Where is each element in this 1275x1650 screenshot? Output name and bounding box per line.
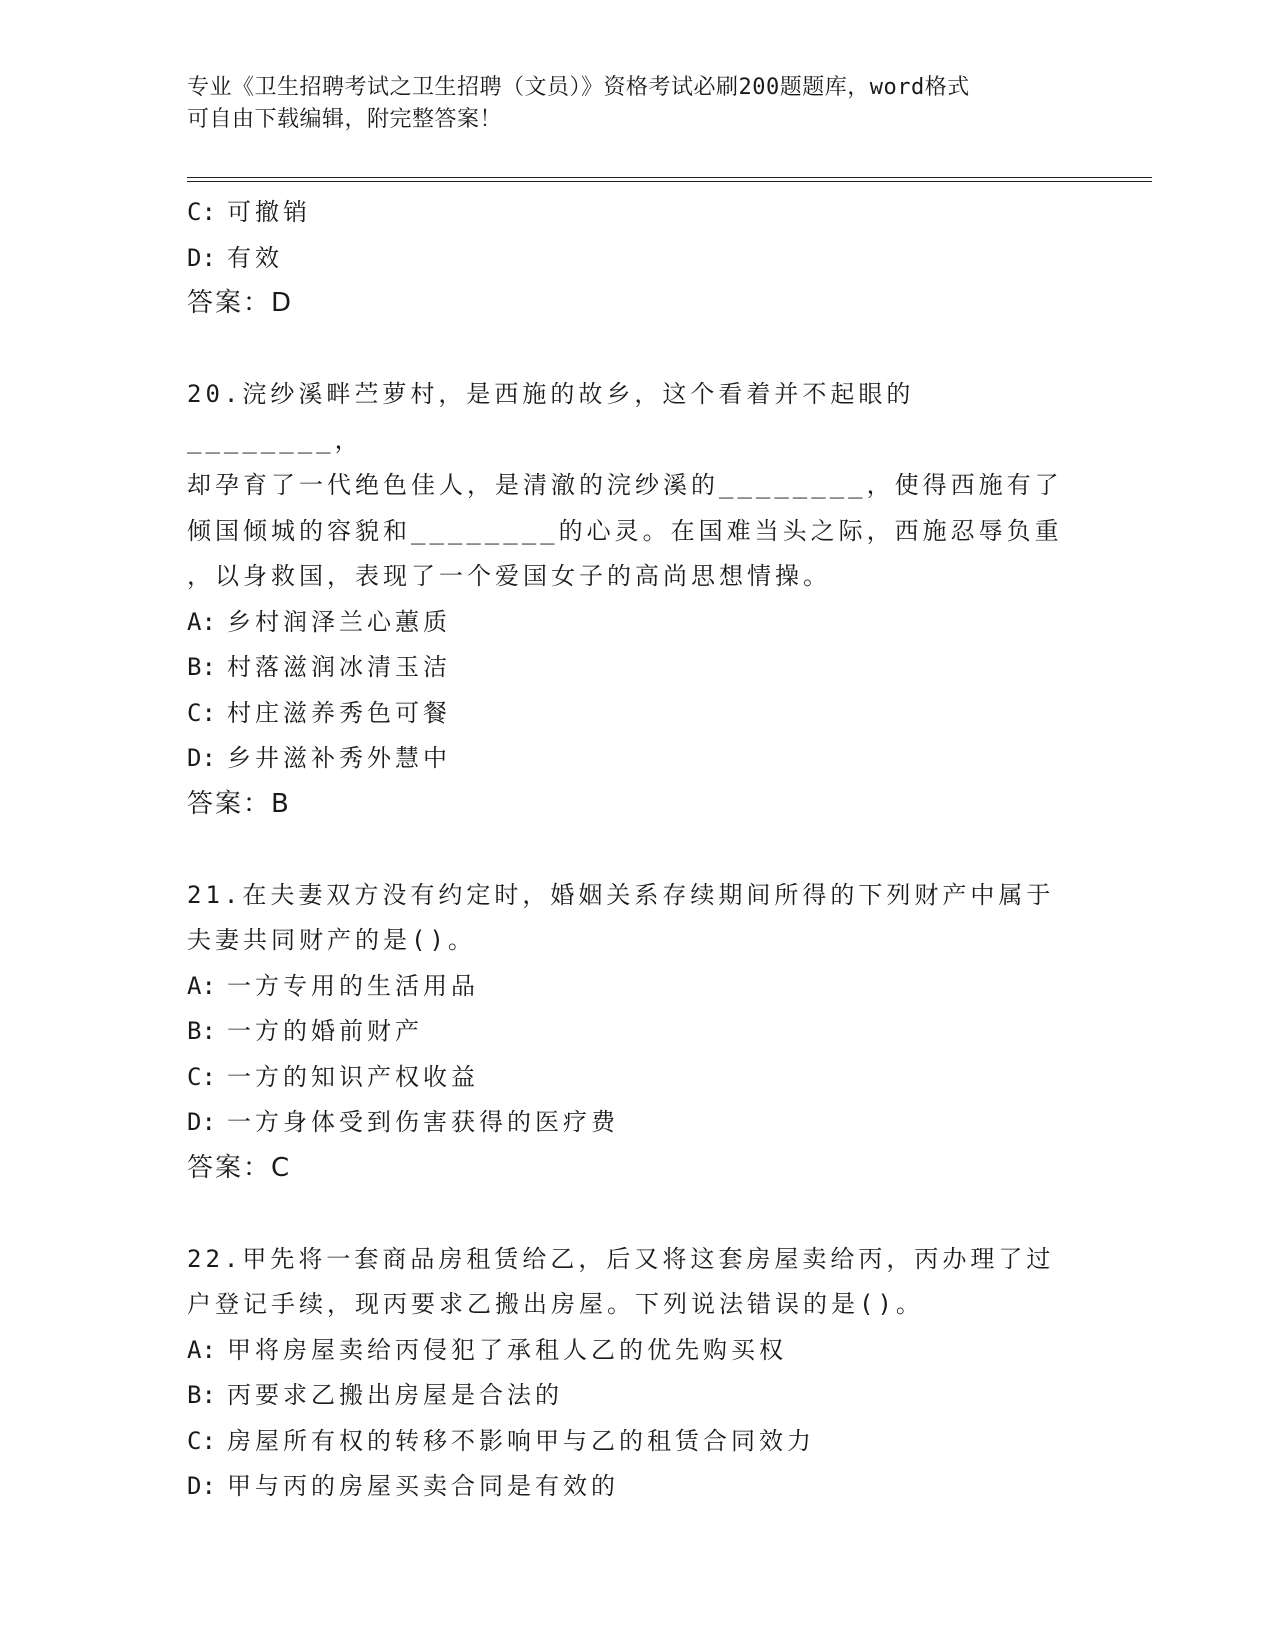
option-c: [187, 1055, 1087, 1101]
option-b: [187, 1373, 1087, 1419]
prev-question-block: [187, 190, 1087, 327]
option-text: 乡井滋补秀外慧中: [227, 744, 451, 772]
option-c: [187, 1419, 1087, 1465]
option-a: [187, 1328, 1087, 1374]
option-letter: B:: [187, 1017, 216, 1045]
option-a: [187, 964, 1087, 1010]
option-d: [187, 736, 1087, 782]
question-stem-line: 20.浣纱溪畔苎萝村，是西施的故乡，这个看着并不起眼的________，: [187, 380, 915, 454]
option-text: 村落滋润冰清玉洁: [227, 653, 451, 681]
question-stem-line: 却孕育了一代绝色佳人，是清澈的浣纱溪的________，使得西施有了: [187, 471, 1063, 499]
option-letter: A:: [187, 971, 216, 1000]
option-letter: A:: [187, 1335, 216, 1364]
option-letter: D:: [187, 744, 216, 772]
question-21: [187, 873, 1087, 1192]
option-c: [187, 691, 1087, 737]
document-header: [187, 72, 1087, 136]
question-stem-line: 22.甲先将一套商品房租赁给乙，后又将这套房屋卖给丙，丙办理了过: [187, 1244, 1055, 1273]
header-title-line-2: 可自由下载编辑，附完整答案！: [187, 107, 503, 132]
header-divider: [187, 177, 1152, 182]
option-letter: C:: [187, 1062, 216, 1091]
answer-line: 答案：D: [187, 288, 294, 318]
question-20: [187, 372, 1087, 827]
option-text: 乡村润泽兰心蕙质: [227, 607, 451, 636]
answer-line: 答案：B: [187, 788, 291, 819]
option-a: [187, 600, 1087, 646]
spacer: [187, 1191, 1087, 1237]
question-stem-line: 21.在夫妻双方没有约定时，婚姻关系存续期间所得的下列财产中属于: [187, 880, 1055, 909]
option-text: 丙要求乙搬出房屋是合法的: [227, 1381, 563, 1409]
option-letter: C:: [187, 198, 216, 226]
option-b: [187, 645, 1087, 691]
option-d: [187, 1464, 1087, 1510]
option-letter: C:: [187, 698, 216, 727]
option-text: 有效: [227, 243, 283, 272]
question-stem-line: 夫妻共同财产的是()。: [187, 926, 476, 954]
option-letter: D:: [187, 1108, 216, 1136]
document-body: [187, 190, 1087, 1510]
option-text: 甲将房屋卖给丙侵犯了承租人乙的优先购买权: [227, 1335, 787, 1364]
option-letter: D:: [187, 243, 216, 272]
option-text: 房屋所有权的转移不影响甲与乙的租赁合同效力: [227, 1426, 815, 1455]
spacer: [187, 827, 1087, 873]
option-c: [187, 190, 1087, 236]
option-letter: B:: [187, 653, 216, 681]
question-stem-line: ，以身救国，表现了一个爱国女子的高尚思想情操。: [187, 562, 831, 590]
option-letter: D:: [187, 1472, 216, 1500]
option-text: 一方专用的生活用品: [227, 971, 479, 1000]
option-d: [187, 1100, 1087, 1146]
answer-line: 答案：C: [187, 1152, 292, 1183]
option-letter: C:: [187, 1426, 216, 1455]
option-text: 一方的婚前财产: [227, 1017, 423, 1045]
question-stem-line: 户登记手续，现丙要求乙搬出房屋。下列说法错误的是()。: [187, 1290, 924, 1318]
option-letter: A:: [187, 607, 216, 636]
option-d: [187, 236, 1087, 282]
question-stem-line: 倾国倾城的容貌和________的心灵。在国难当头之际，西施忍辱负重: [187, 516, 1063, 545]
option-text: 可撤销: [227, 198, 311, 226]
option-b: [187, 1009, 1087, 1055]
option-text: 甲与丙的房屋买卖合同是有效的: [227, 1472, 619, 1500]
option-text: 村庄滋养秀色可餐: [227, 698, 451, 727]
question-22: [187, 1237, 1087, 1510]
spacer: [187, 327, 1087, 373]
option-letter: B:: [187, 1381, 216, 1409]
option-text: 一方身体受到伤害获得的医疗费: [227, 1108, 619, 1136]
header-title-line-1: 专业《卫生招聘考试之卫生招聘（文员）》资格考试必刷200题题库，word格式: [187, 75, 970, 100]
option-text: 一方的知识产权收益: [227, 1062, 479, 1091]
